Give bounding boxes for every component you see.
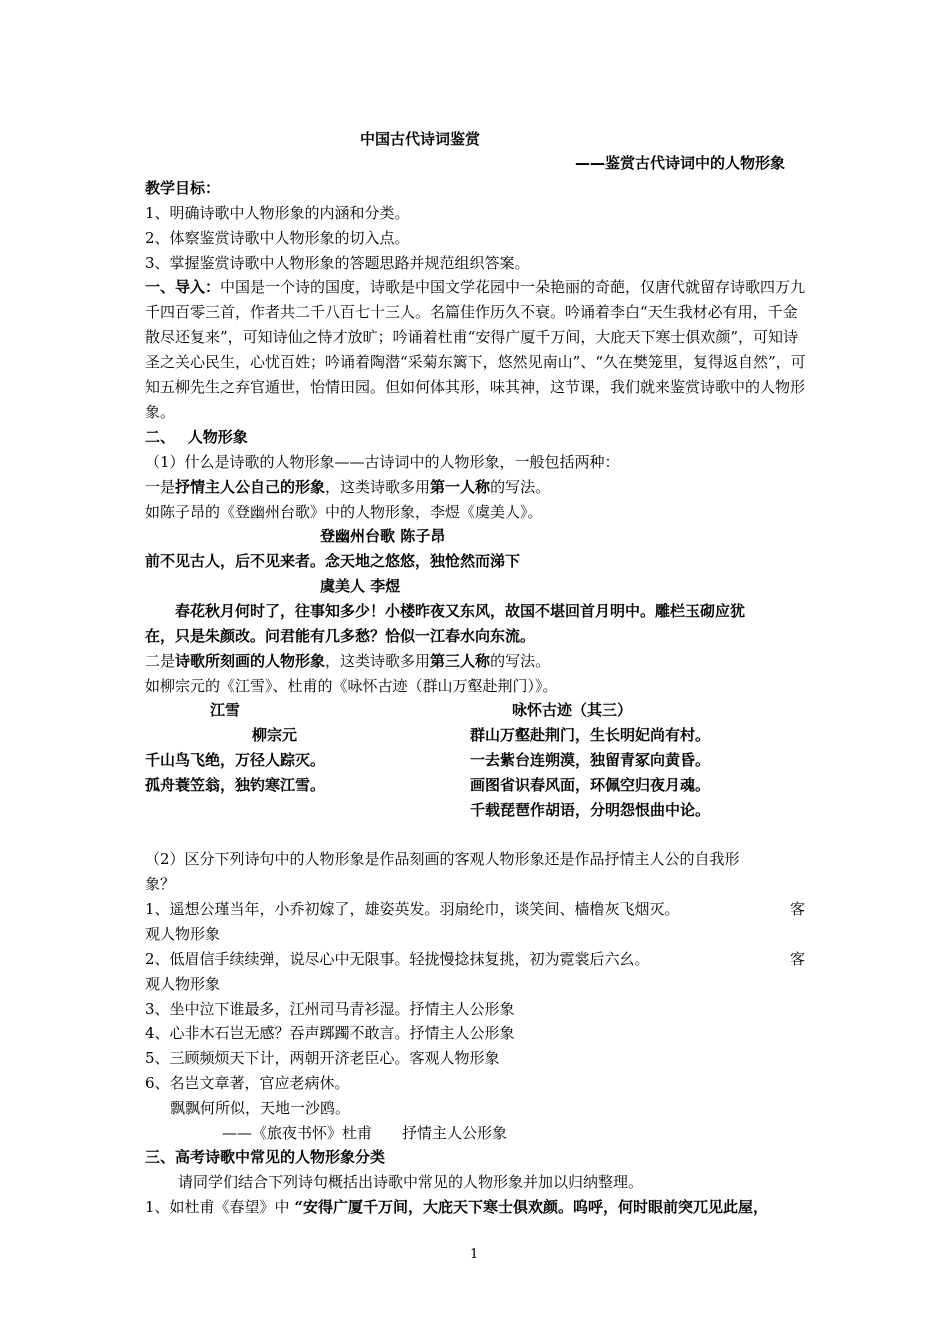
question-2-cont: 象？	[145, 875, 176, 893]
type2-pre: 二是	[145, 652, 176, 670]
answer-item: 6、名岂文章著，官应老病休。	[145, 1074, 350, 1092]
poem1-text: 前不见古人，后不见来者。念天地之悠悠，独怆然而涕下	[145, 552, 521, 570]
poem3-line: 孤舟蓑笠翁，独钓寒江雪。	[145, 776, 326, 794]
poem4-line: 千载琵琶作胡语，分明怨恨曲中论。	[470, 801, 711, 819]
section3-instruction: 请同学们结合下列诗句概括出诗歌中常见的人物形象并加以归纳整理。	[178, 1173, 644, 1191]
item1-pre: 1、如杜甫《春望》中	[145, 1198, 295, 1216]
question-2: （2）区分下列诗句中的人物形象是作品刻画的客观人物形象还是作品抒情主人公的自我形	[145, 850, 740, 868]
poem2-title: 虞美人 李煜	[320, 577, 401, 595]
item1-quote: “安得广厦千万间，大庇天下寒士俱欢颜。呜呼，何时眼前突兀见此屋，	[294, 1198, 768, 1216]
section3-item-1	[145, 1195, 768, 1219]
answer-6-line2: 飘飘何所似，天地一沙鸥。	[170, 1099, 351, 1117]
answer-item: 5、三顾频烦天下计，两朝开济老臣心。客观人物形象	[145, 1049, 500, 1067]
document-title: 中国古代诗词鉴赏	[360, 130, 481, 148]
answer-tail: 客	[790, 900, 806, 918]
goal-item: 3、掌握鉴赏诗歌中人物形象的答题思路并规范组织答案。	[145, 254, 530, 272]
section2-heading: 二、 人物形象	[145, 428, 248, 446]
goals-heading: 教学目标：	[145, 179, 221, 197]
answer-cont: 观人物形象	[145, 975, 221, 993]
type1-bold: 抒情主人公自己的形象	[175, 478, 326, 496]
intro-text: 中国是一个诗的国度，诗歌是中国文学花园中一朵艳丽的奇葩，仅唐代就留存诗歌四万九千四百零三首，作者共二千八百七十三人。名篇佳作历久不衰。吟诵着李白“天生我材必有用，千金散尽还复来”，可知诗仙之恃才放旷；吟诵着杜甫“安得广厦千万间，大庇天下寒士俱欢颜”，可知诗圣之关心民生，心忧百姓；吟诵着陶潜“采菊东篱下，悠然见南山”、“久在樊笼里，复得返自然”，可知五柳先生之弃官遁世，怡情田园。但如何体其形，味其神，这节课，我们就来鉴赏诗歌中的人物形象。	[145, 278, 806, 421]
type1-description	[145, 475, 550, 499]
poem4-line: 一去紫台连朔漠，独留青冢向黄昏。	[470, 751, 711, 769]
poem4-line: 群山万壑赴荆门，生长明妃尚有村。	[470, 726, 711, 744]
type2-bold2: 第三人称	[430, 652, 491, 670]
answer-item: 3、坐中泣下谁最多，江州司马青衫湿。抒情主人公形象	[145, 1000, 515, 1018]
type2-bold: 诗歌所刻画的人物形象	[175, 652, 326, 670]
answer-cont: 观人物形象	[145, 925, 221, 943]
type1-pre: 一是	[145, 478, 176, 496]
question-1: （1）什么是诗歌的人物形象——古诗词中的人物形象，一般包括两种：	[145, 453, 620, 471]
intro-label: 一、导入：	[145, 278, 221, 296]
goal-item: 1、明确诗歌中人物形象的内涵和分类。	[145, 204, 410, 222]
intro-paragraph	[145, 275, 810, 425]
poem4-title: 咏怀古迹（其三）	[512, 701, 633, 719]
type1-mid: ，这类诗歌多用	[325, 478, 431, 496]
poem3-title: 江雪	[210, 701, 241, 719]
type2-description	[145, 649, 550, 673]
poem1-title: 登幽州台歌 陈子昂	[320, 527, 446, 545]
answer-item: 1、遥想公瑾当年，小乔初嫁了，雄姿英发。羽扇纶巾，谈笑间、樯橹灰飞烟灭。	[145, 900, 680, 918]
type1-post: 的写法。	[490, 478, 551, 496]
poem3-author: 柳宗元	[252, 726, 298, 744]
type1-bold2: 第一人称	[430, 478, 491, 496]
document-subtitle: ——鉴赏古代诗词中的人物形象	[575, 154, 786, 172]
answer-item: 2、低眉信手续续弹，说尽心中无限事。轻拢慢捻抹复挑，初为霓裳后六幺。	[145, 950, 650, 968]
answer-tail: 客	[790, 950, 806, 968]
poem4-line: 画图省识春风面，环佩空归夜月魂。	[470, 776, 711, 794]
goal-item: 2、体察鉴赏诗歌中人物形象的切入点。	[145, 229, 410, 247]
example-1: 如陈子昂的《登幽州台歌》中的人物形象，李煜《虞美人》。	[145, 503, 543, 521]
answer-item: 4、心非木石岂无感？吞声踯躅不敢言。抒情主人公形象	[145, 1024, 515, 1042]
section3-heading: 三、高考诗歌中常见的人物形象分类	[145, 1148, 386, 1166]
answer-6-line3: ——《旅夜书怀》杜甫 抒情主人公形象	[222, 1124, 508, 1142]
type2-mid: ，这类诗歌多用	[325, 652, 431, 670]
page-number: 1	[470, 1247, 479, 1262]
poem2-line: 在，只是朱颜改。问君能有几多愁？恰似一江春水向东流。	[145, 627, 536, 645]
poem2-line: 春花秋月何时了，往事知多少！小楼昨夜又东风，故国不堪回首月明中。雕栏玉砌应犹	[175, 602, 746, 620]
example-2: 如柳宗元的《江雪》、杜甫的《咏怀古迹（群山万壑赴荆门）》。	[145, 677, 558, 695]
type2-post: 的写法。	[490, 652, 551, 670]
poem3-line: 千山鸟飞绝，万径人踪灭。	[145, 751, 326, 769]
